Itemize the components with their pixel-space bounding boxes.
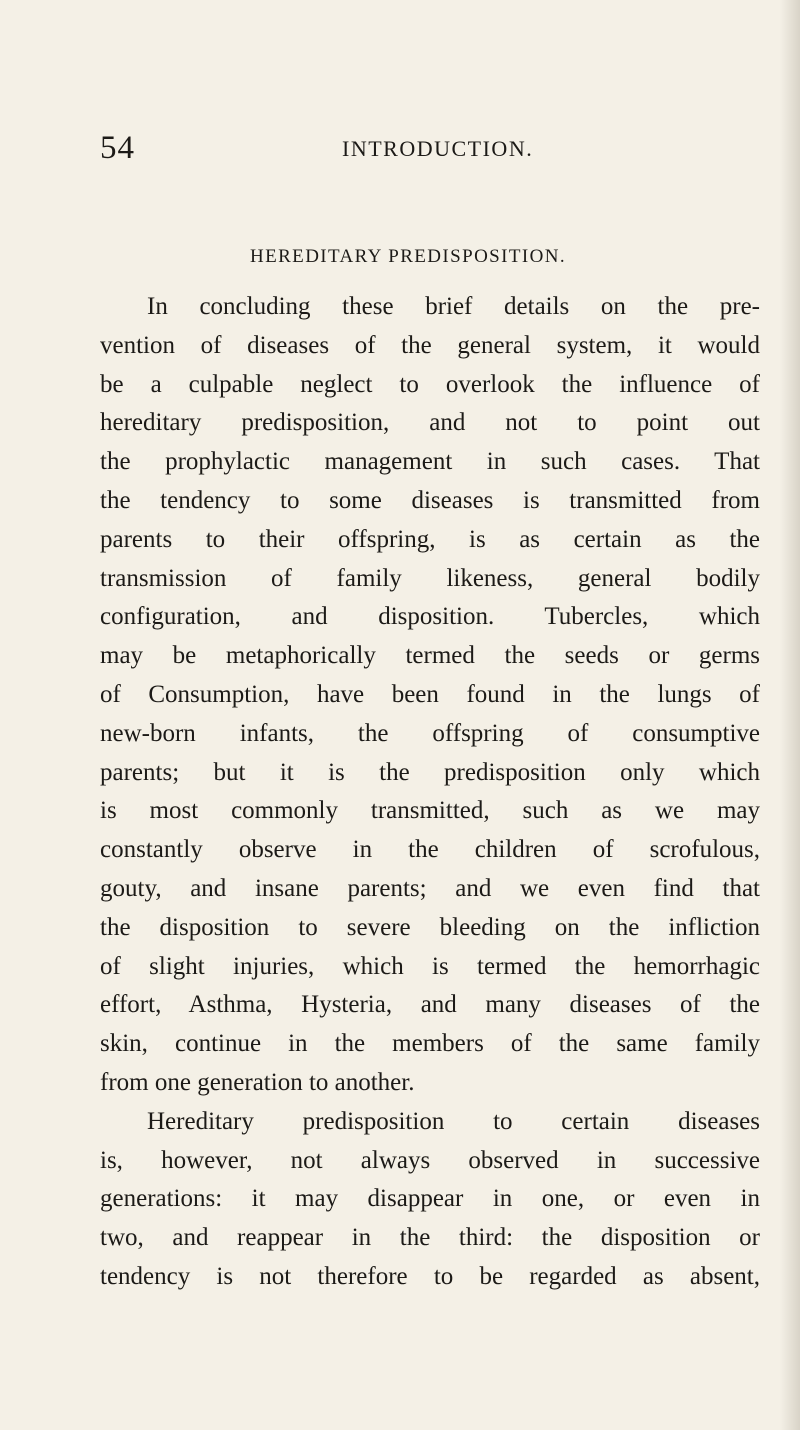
paragraph-1 [100,288,760,1103]
text-line: from one generation to another. [100,1068,415,1096]
text-line: skin, continue in the members of the same family [100,1030,760,1058]
running-head [0,128,800,168]
text-line: new-born infants, the offspring of consumptive [100,719,760,747]
text-line: two, and reappear in the third: the disposition or [100,1224,760,1252]
page-number: 54 [100,130,135,166]
text-line: effort, Asthma, Hysteria, and many diseases of the [100,991,760,1019]
text-line: In concluding these brief details on the pre- [147,293,760,320]
section-heading: HEREDITARY PREDISPOSITION. [249,246,567,267]
paragraph-2 [100,1103,760,1297]
text-line: of slight injuries, which is termed the hemorrhagic [100,952,760,980]
text-line: the tendency to some diseases is transmitted from [100,486,760,514]
text-line: the prophylactic management in such cases. That [100,448,760,476]
body-text [100,288,760,1297]
text-line: is, however, not always observed in successive [100,1146,760,1174]
text-line: constantly observe in the children of scrofulous, [100,836,760,864]
text-line: transmission of family likeness, general bodily [100,564,760,592]
text-line: generations: it may disappear in one, or even in [100,1185,760,1213]
page-edge-shadow [780,0,800,1430]
text-line: is most commonly transmitted, such as we may [100,797,760,825]
text-line: hereditary predisposition, and not to point out [100,409,760,437]
text-line: configuration, and disposition. Tubercles, which [100,603,760,631]
text-line: tendency is not therefore to be regarded as absent, [100,1262,760,1290]
text-line: parents; but it is the predisposition only which [100,758,760,786]
text-line: may be metaphorically termed the seeds or germs [100,642,760,670]
text-line: parents to their offspring, is as certain as the [100,525,760,553]
text-line: Hereditary predisposition to certain diseases [147,1107,760,1135]
running-title: INTRODUCTION. [342,136,534,161]
text-line: gouty, and insane parents; and we even find that [100,874,760,902]
text-line: of Consumption, have been found in the lungs of [100,680,760,708]
text-line: be a culpable neglect to overlook the influence of [100,370,760,398]
text-line: the disposition to severe bleeding on the infliction [100,913,760,941]
text-line: vention of diseases of the general system, it would [100,331,760,359]
